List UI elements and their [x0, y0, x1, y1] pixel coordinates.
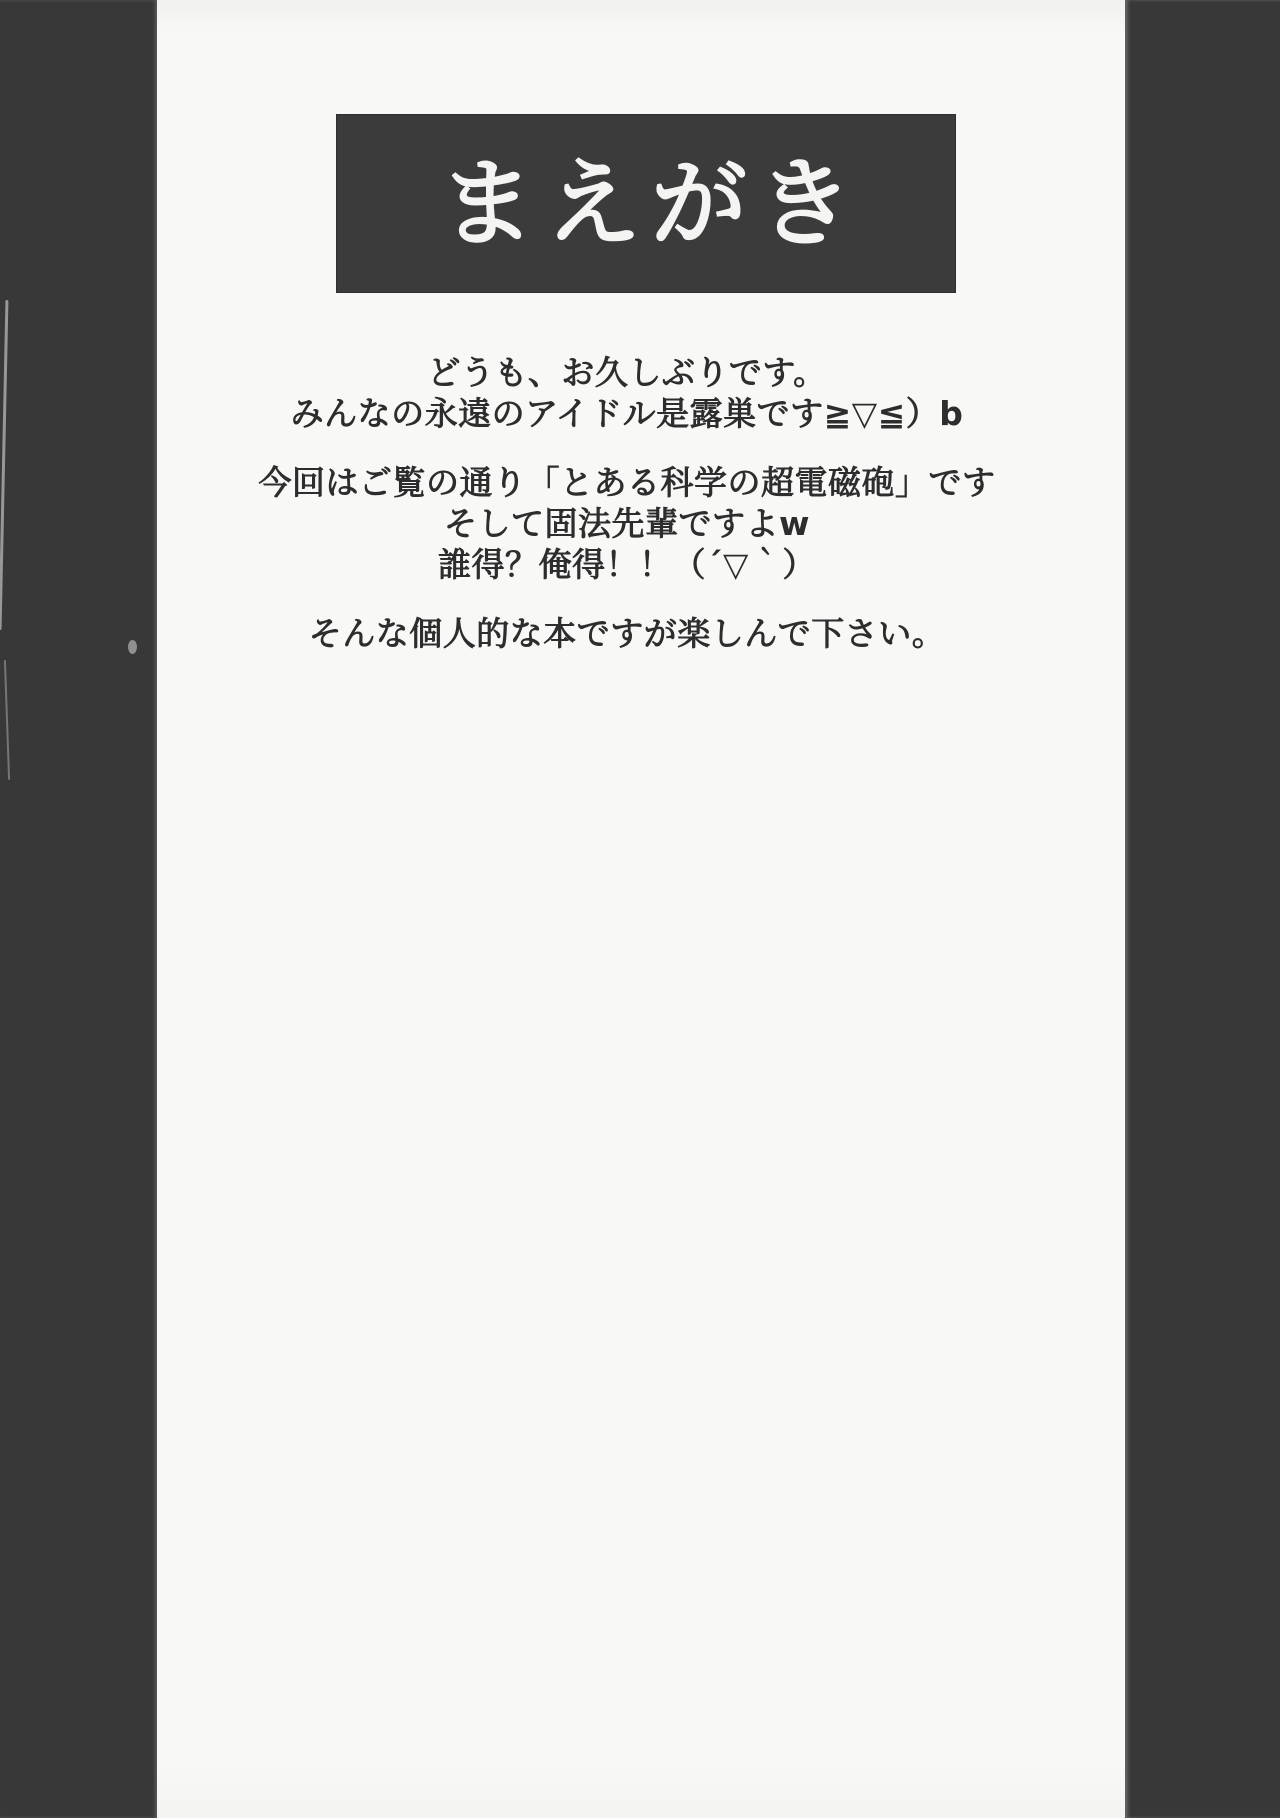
- text-line: そして固法先輩ですよw: [444, 504, 810, 543]
- text-line: 今回はご覧の通り「とある科学の超電磁砲」です: [258, 463, 996, 502]
- foreword-body: [157, 352, 1097, 682]
- book-intro-paragraph: [157, 462, 1097, 585]
- foreword-title: まえがき: [439, 147, 863, 260]
- right-scan-band: [1125, 0, 1280, 1818]
- text-line: そんな個人的な本ですが楽しんで下さい。: [308, 614, 946, 653]
- closing-paragraph: [157, 613, 1097, 654]
- paper-page: [157, 0, 1125, 1818]
- text-line: 誰得？俺得！！（´▽｀）: [438, 545, 816, 584]
- scan-speck: [128, 640, 137, 654]
- left-scan-band: [0, 0, 157, 1818]
- text-line: どうも、お久しぶりです。: [427, 353, 827, 392]
- text-line: みんなの永遠のアイドル是露巣です≧▽≦）b: [290, 394, 964, 433]
- greeting-paragraph: [157, 352, 1097, 434]
- scan-scratch: [4, 660, 10, 780]
- foreword-title-box: [337, 115, 955, 292]
- scan-scratch: [0, 300, 8, 630]
